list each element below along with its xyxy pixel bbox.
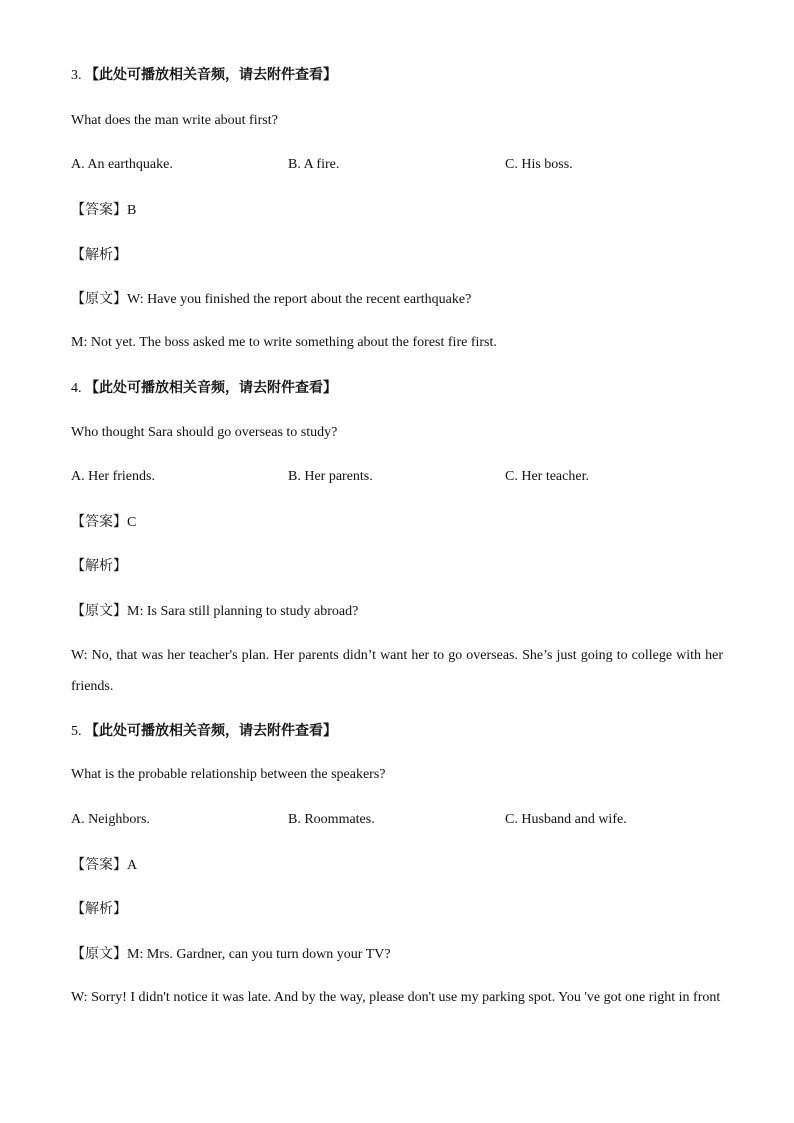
question-number: 4. xyxy=(71,381,82,396)
question-5-option-c: C. Husband and wife. xyxy=(505,812,627,827)
analysis-label: 【解析】 xyxy=(71,901,127,917)
question-number: 3. xyxy=(71,68,82,83)
answer-value: B xyxy=(127,203,137,218)
audio-notice[interactable]: 【此处可播放相关音频，请去附件查看】 xyxy=(85,67,337,83)
answer-value: A xyxy=(127,858,138,873)
original-label: 【原文】 xyxy=(71,603,127,619)
question-3-option-c: C. His boss. xyxy=(505,157,573,172)
question-5-answer xyxy=(71,856,137,875)
original-text: W: Have you finished the report about the recent earthquake? xyxy=(127,292,472,307)
audio-notice[interactable]: 【此处可播放相关音频，请去附件查看】 xyxy=(85,723,337,739)
question-5-original-first xyxy=(71,945,391,964)
answer-label: 【答案】 xyxy=(71,202,127,218)
question-5-header xyxy=(71,722,337,741)
original-label: 【原文】 xyxy=(71,291,127,307)
question-4-option-a: A. Her friends. xyxy=(71,469,155,484)
question-4-answer xyxy=(71,513,136,532)
question-3-original-rest: M: Not yet. The boss asked me to write something about the forest fire first. xyxy=(71,335,497,350)
question-4-text: Who thought Sara should go overseas to study? xyxy=(71,425,338,440)
analysis-label: 【解析】 xyxy=(71,247,127,263)
audio-notice[interactable]: 【此处可播放相关音频，请去附件查看】 xyxy=(85,380,337,396)
question-3-original-first xyxy=(71,290,471,309)
question-5-analysis xyxy=(71,900,127,919)
question-5-original-rest: W: Sorry! I didn't notice it was late. And by the way, please don't use my parking spot. You 've got one right in front xyxy=(71,990,721,1005)
question-5-option-a: A. Neighbors. xyxy=(71,812,150,827)
question-number: 5. xyxy=(71,724,82,739)
answer-label: 【答案】 xyxy=(71,857,127,873)
question-3-answer xyxy=(71,201,136,220)
analysis-label: 【解析】 xyxy=(71,558,127,574)
question-3-text: What does the man write about first? xyxy=(71,113,278,128)
question-4-option-b: B. Her parents. xyxy=(288,469,373,484)
original-label: 【原文】 xyxy=(71,946,127,962)
question-5-text: What is the probable relationship between the speakers? xyxy=(71,767,386,782)
question-3-option-a: A. An earthquake. xyxy=(71,157,173,172)
question-4-original-first xyxy=(71,602,358,621)
original-text: M: Is Sara still planning to study abroad? xyxy=(127,604,359,619)
answer-value: C xyxy=(127,515,137,530)
question-5-option-b: B. Roommates. xyxy=(288,812,375,827)
question-4-header xyxy=(71,379,337,398)
question-3-analysis xyxy=(71,246,127,265)
question-4-analysis xyxy=(71,557,127,576)
question-3-header xyxy=(71,66,337,85)
question-4-option-c: C. Her teacher. xyxy=(505,469,589,484)
answer-label: 【答案】 xyxy=(71,514,127,530)
original-text: M: Mrs. Gardner, can you turn down your TV? xyxy=(127,947,391,962)
question-3-option-b: B. A fire. xyxy=(288,157,340,172)
question-4-original-rest: W: No, that was her teacher's plan. Her parents didn’t want her to go overseas. She’s just going to college with her friends. xyxy=(71,648,723,694)
